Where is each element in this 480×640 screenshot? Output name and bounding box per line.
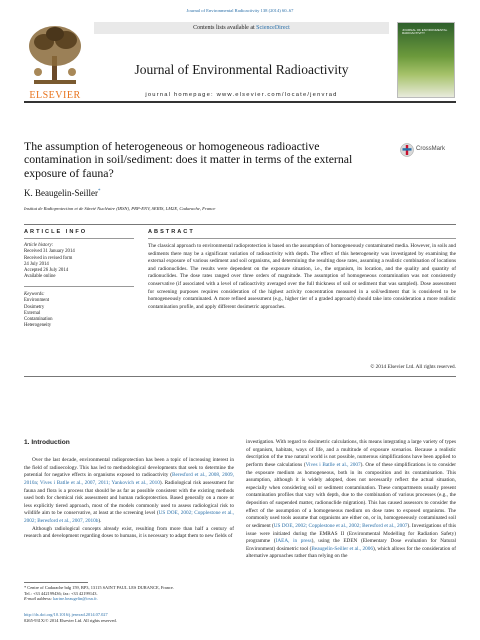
crossmark-icon	[400, 142, 414, 158]
abstract-heading: ABSTRACT	[148, 229, 195, 235]
article-info-heading: ARTICLE INFO	[24, 229, 88, 235]
body-text: Although radiological concepts already exist, resulting from more than half a century of research and development regarding doses to humans, it is necessary to adapt them to new fields of	[24, 525, 234, 540]
author-footnote	[24, 585, 234, 602]
page-footer	[24, 612, 324, 624]
history-item: Received 31 January 2014	[24, 249, 75, 255]
elsevier-tree-logo-icon	[24, 22, 86, 98]
keywords-rule	[24, 286, 134, 287]
citation-link[interactable]: Beresford et al., 2008, 2009, 2010a; Vives i Batlle et al., 2007, 2011; Yankovich et al., 2010	[24, 472, 234, 486]
history-item: Available online	[24, 274, 56, 280]
citation-link[interactable]: Vives i Batlle et al., 2007	[305, 461, 361, 468]
journal-homepage[interactable]: journal homepage: www.elsevier.com/locate/jenvrad	[145, 92, 338, 98]
citation-link[interactable]: IAEA, in press	[275, 538, 312, 545]
body-text: ). Radiological risk assessment for fauna and flora is a process that should be as far as possible consistent with the existing methods used both for chemical risk assessment and human radioprotection. Based generally on a more or less explicitly tiered approach, most of the models commonly used to assess radiological risk to wildlife aim to be conservative, at least at the screening level (	[24, 479, 235, 517]
body-text: ). One of these simplifications is to consider the exposure medium as homogeneous, both in its composition and its contamination. This assumption, although it is widely adopted, does not necessarily reflect the actual situation, especially when considering soil or sediment contamination. These compartments usually present contamination profiles that vary with depth, due to the combination of various processes (e.g., the deposition of suspended matter, radionuclide migration). This has caused assessors to consider the effect of the assumption of a homogeneous medium on dose rates to exposed organisms. The commonly used tools assume that organisms are either on, or in, homogeneously contaminated soil or sediment (	[246, 461, 456, 529]
footnote-email-line	[24, 596, 234, 602]
history-label: Article history:	[24, 243, 54, 248]
keywords	[24, 292, 134, 330]
abstract-divider	[24, 376, 456, 377]
body-column-left	[24, 457, 234, 541]
intro-paragraph-1	[24, 457, 234, 526]
body-text: Over the last decade, environmental radioprotection has been a topic of increasing interest in the field of radioecology. This has led to methodological developments that seek to determine the potential for negative effects in organisms exposed to radioactivity (	[24, 457, 234, 479]
journal-header	[24, 22, 456, 100]
body-text: ), which allows for the consideration of alternative approaches rather than relying on the	[246, 545, 456, 560]
footnote-rule	[24, 582, 88, 583]
footnote-address: * Centre of Cadarache bdg 159, BP3, 13115 SAINT PAUL LES DURANCE, France.	[24, 585, 174, 590]
body-text: ).	[98, 518, 102, 524]
citation-link[interactable]: US DOE, 2002; Copplestone et al., 2002; Beresford et al., 2007, 2010b	[24, 510, 234, 524]
journal-title: Journal of Environmental Radioactivity	[134, 62, 349, 77]
body-text: ), using the EDEN (Elementary Dose evaluation for Natural Environment) dosimetric tool (	[246, 538, 456, 552]
history-item: 24 July 2014	[24, 261, 49, 267]
crossmark-label: CrossMark	[416, 146, 446, 152]
sciencedirect-link[interactable]: ScienceDirect	[256, 25, 290, 31]
email-label: E-mail address:	[24, 596, 54, 602]
body-column-right	[246, 439, 456, 561]
doi-link[interactable]: http://dx.doi.org/10.1016/j.jenvrad.2014.07.027	[24, 612, 108, 617]
contents-label: Contents lists available at	[193, 25, 257, 31]
author-name[interactable]: K. Beaugelin-Seiller	[24, 188, 98, 198]
abstract-text: The classical approach to environmental radioprotection is based on the assumption of homogeneously contaminated media. However, in soils and sediments there may be a significant variation of radioactivity with depth. The effect of this heterogeneity was investigated by examining the external exposure of various sediment and soil organisms, and determining the resulting dose rates, assuming a realistic combination of locations and radionuclides. The results were dependent on the exposure situation, i.e., the organism, its location, and the quality and quantity of radionuclides. The dose rates ranged over three orders of magnitude. The assumption of homogeneous contamination was not consistently conservative (if associated with a level of radioactivity averaged over the full thickness of soil or sediment that was sampled). Dose assessment for screening purposes requires consideration of the highest activity concentration measured in a soil/sediment that is considered to be homogeneously contaminated. A more refined assessment (e.g., higher tier of a graded approach) should take into consideration a more realistic contamination profile, and apply different dosimetric approaches.	[148, 243, 456, 310]
citation-link[interactable]: Beaugelin-Seiller et al., 2006	[311, 545, 373, 552]
article-author[interactable]	[24, 188, 100, 198]
keywords-label: Keywords:	[24, 292, 45, 297]
abstract-rule	[148, 238, 456, 239]
history-item: Received in revised form	[24, 255, 73, 261]
crossmark-badge[interactable]	[400, 142, 456, 158]
cover-title: JOURNAL OF ENVIRONMENTAL RADIOACTIVITY	[402, 28, 448, 36]
author-email-link[interactable]: karine.beaugelin@irsn.fr.	[53, 596, 98, 602]
author-affiliation: Institut de Radioprotection et de Sûreté Nucléaire (IRSN), PRP-ENV, SERIS, LM2E, Cadarache, France	[24, 206, 216, 211]
article-info-rule	[24, 238, 134, 239]
section-heading-introduction: 1. Introduction	[24, 439, 70, 446]
history-item: Accepted 26 July 2014	[24, 268, 69, 274]
meta-divider	[24, 224, 456, 225]
citation-link[interactable]: US DOE, 2002; Copplestone et al., 2002; Beresford et al., 2007	[273, 522, 408, 529]
abstract-copyright: © 2014 Elsevier Ltd. All rights reserved.	[370, 364, 456, 370]
author-footnote-mark[interactable]: *	[97, 189, 101, 194]
journal-citation[interactable]: Journal of Environmental Radioactivity 138 (2014) 60–67	[186, 8, 294, 13]
keyword-item: Heterogeneity	[24, 323, 52, 329]
keyword-item: Environment	[24, 298, 50, 304]
contents-band	[94, 22, 389, 34]
issn-line: 0265-931X/© 2014 Elsevier Ltd. All rights reserved.	[24, 617, 117, 623]
keyword-item: Dosimetry	[24, 304, 45, 310]
elsevier-wordmark[interactable]: ELSEVIER	[29, 90, 81, 101]
intro-paragraph-2	[24, 526, 234, 541]
footnote-phone: Tel.: +33 442199436; fax: +33 42199143.	[24, 590, 98, 596]
body-text: investigation. With regard to dosimetric calculations, this means integrating a large variety of types of organism, habitats, ways of life, and a multitude of exposure scenarios. Because a realistic description of the true natural world is not possible, numerous simplifications have been applied to perform these calculations (	[246, 439, 456, 468]
header-divider	[24, 101, 456, 103]
article-title: The assumption of heterogeneous or homogeneous radioactive contamination in soil/sediment: does it matter in terms of the external exposure of fauna?	[24, 139, 353, 180]
intro-paragraph-3	[246, 439, 456, 561]
keyword-item: External	[24, 310, 41, 316]
article-history	[24, 243, 134, 281]
body-text: ). Investigations of this issue were initiated during the EMRAS II (Environmental Modelling for Radiation Safety) programme (	[246, 522, 456, 545]
journal-cover-image[interactable]	[397, 22, 455, 98]
keyword-item: Contamination	[24, 317, 53, 323]
